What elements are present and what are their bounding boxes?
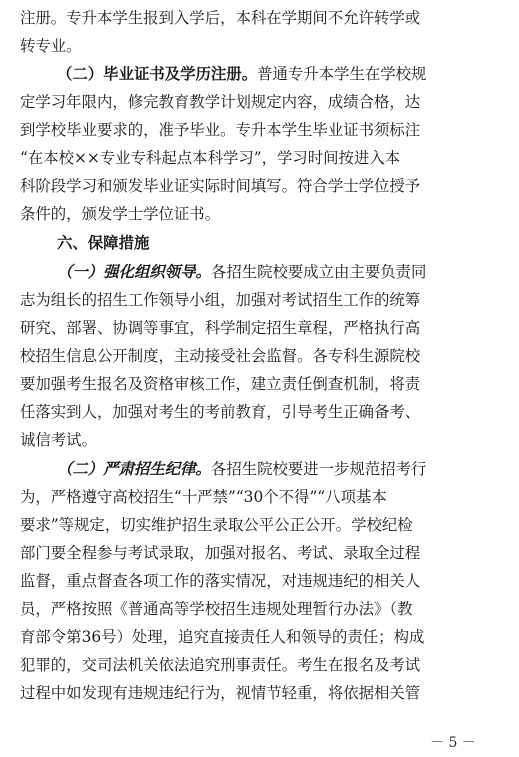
text-line: “在本校××专业专科起点本科学习”，学习时间按进入本 [20, 149, 401, 167]
text-line: 过程中如发现有违规违纪行为，视情节轻重，将依据相关管 [20, 684, 421, 702]
section-label: （二）严肃招生纪律。 [57, 460, 211, 478]
section-line: （一）强化组织领导。各招生院校要成立由主要负责同 [57, 263, 427, 281]
text-line: 任落实到人，加强对考生的考前教育，引导考生正确备考、 [20, 403, 421, 421]
heading-line [57, 229, 519, 257]
text-line: 要求”等规定，切实维护招生录取公平公正公开。学校纪检 [20, 516, 413, 534]
section-label: （二）毕业证书及学历注册。 [57, 65, 258, 83]
text-line: 志为组长的招生工作领导小组，加强对考试招生工作的统筹 [20, 291, 421, 309]
section-line: （二）严肃招生纪律。各招生院校要进一步规范招考行 [57, 460, 427, 478]
text-line: 要加强考生报名及资格审核工作，建立责任倒查机制，将责 [20, 375, 421, 393]
text-line: 科阶段学习和颁发毕业证实际时间填写。符合学士学位授予 [20, 177, 421, 195]
text-line: 为，严格遵守高校招生“十严禁”“30个不得”“八项基本 [20, 488, 387, 506]
text-line: 定学习年限内，修完教育教学计划规定内容，成绩合格，达 [20, 93, 421, 111]
text-line: 条件的，颁发学士学位证书。 [20, 205, 221, 223]
section-heading: 六、保障措施 [57, 234, 150, 252]
section-line: （二）毕业证书及学历注册。普通专升本学生在学校规 [57, 65, 427, 83]
text-line: 到学校毕业要求的，准予毕业。专升本学生毕业证书须标注 [20, 121, 421, 139]
text-line: 犯罪的，交司法机关依法追究刑事责任。考生在报名及考试 [20, 656, 421, 674]
section-label: （一）强化组织领导。 [57, 263, 211, 281]
text-line: 转专业。 [20, 37, 82, 55]
text-line: 育部令第36号）处理，追究直接责任人和领导的责任；构成 [20, 628, 425, 646]
text-line: 监督，重点督查各项工作的落实情况，对违规违纪的相关人 [20, 572, 421, 590]
text-line: 员，严格按照《普通高等学校招生违规处理暂行办法》（教 [20, 600, 413, 618]
text-line: 部门要全程参与考试录取，加强对报名、考试、录取全过程 [20, 544, 421, 562]
page-number: － 5 － [430, 735, 476, 751]
text-line: 校招生信息公开制度，主动接受社会监督。各专科生源院校 [20, 347, 421, 365]
text-line: 诚信考试。 [20, 431, 97, 449]
text-line: 研究、部署、协调等事宜，科学制定招生章程，严格执行高 [20, 319, 421, 337]
text-line: 注册。专升本学生报到入学后，本科在学期间不允许转学或 [20, 9, 421, 27]
